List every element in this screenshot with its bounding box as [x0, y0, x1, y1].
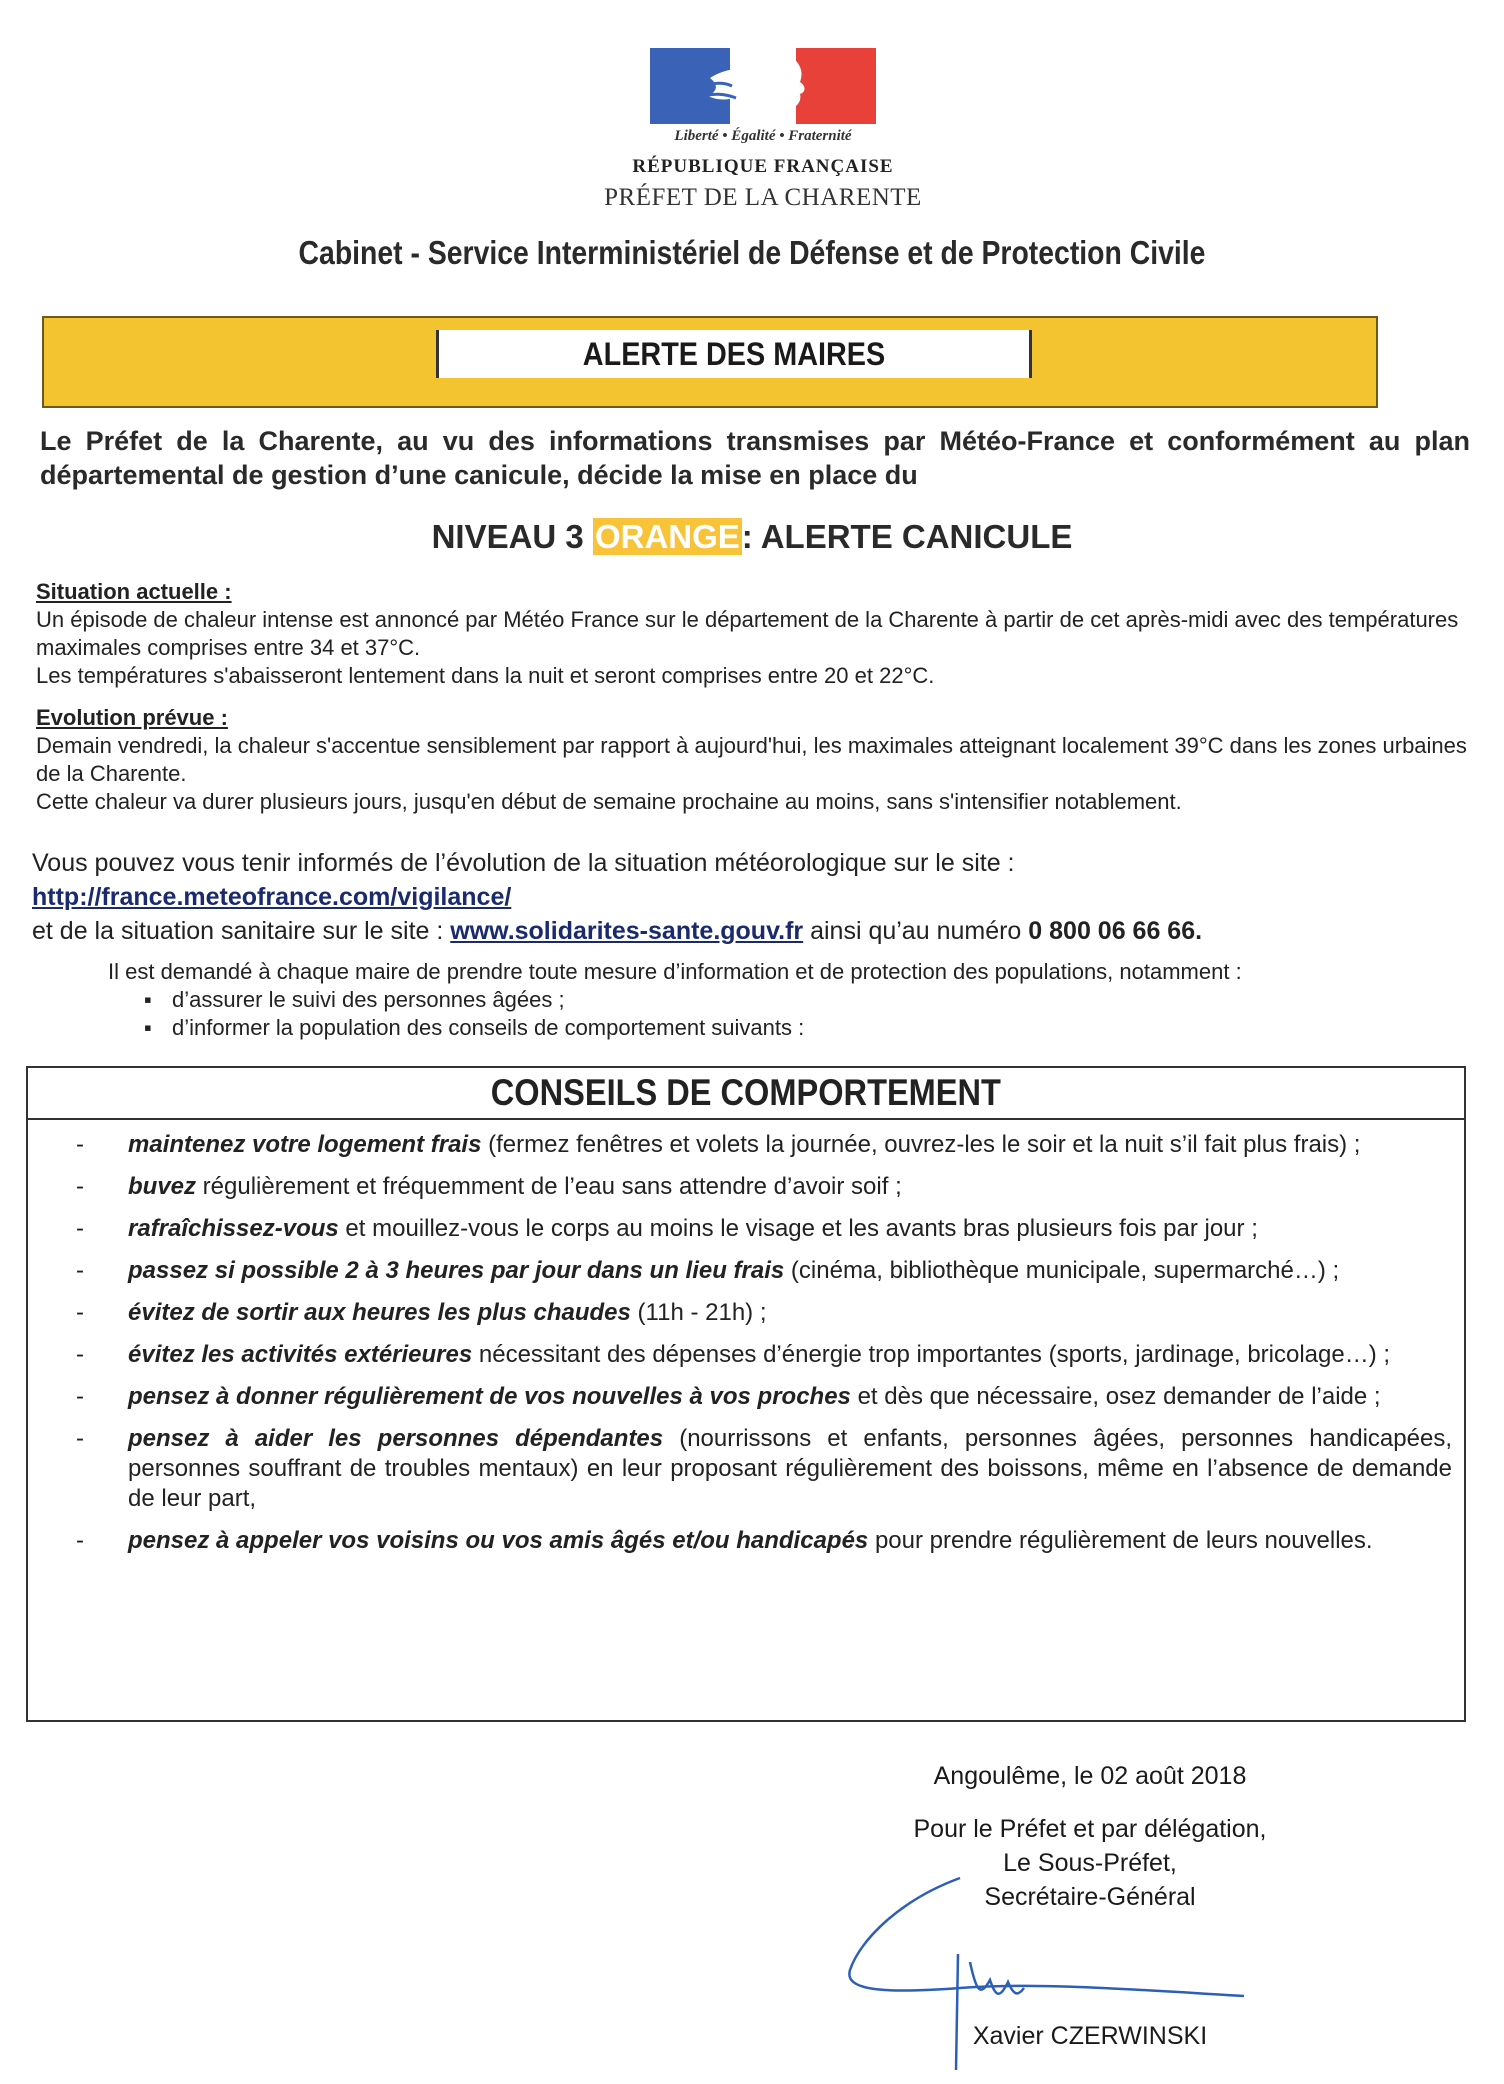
signer-name: Xavier CZERWINSKI	[972, 2022, 1208, 2050]
current-situation	[36, 578, 1476, 690]
list-item: - évitez de sortir aux heures les plus chaudes (11h - 21h) ;	[76, 1299, 767, 1326]
solidarites-sante-link[interactable]: www.solidarites-sante.gouv.fr	[450, 917, 804, 945]
list-item: - pensez à donner régulièrement de vos nouvelles à vos proches et dès que nécessaire, osez demander de l’aide ;	[76, 1383, 1381, 1410]
service-title: Cabinet - Service Interministériel de Défense et de Protection Civile	[298, 234, 1206, 271]
delegation-block: Pour le Préfet et par délégation, Le Sous-Préfet, Secrétaire-Général	[913, 1815, 1267, 1911]
alert-level-color: ORANGE	[594, 518, 740, 555]
phone-number: 0 800 06 66 66.	[1028, 917, 1203, 945]
intro-paragraph: Le Préfet de la Charente, au vu des informations transmises par Météo-France et conformément au plan départemental de gestion d’une canicule, décide la mise en place du	[40, 426, 1470, 490]
evolution-line: Cette chaleur va durer plusieurs jours, jusqu'en début de semaine prochaine au moins, sans s'intensifier notablement.	[36, 789, 1182, 814]
evolution-line: Demain vendredi, la chaleur s'accentue sensiblement par rapport à aujourd'hui, les maximales atteignant localement 39°C dans les zones urbaines de la Charente.	[36, 733, 1467, 786]
place-date: Angoulême, le 02 août 2018	[933, 1762, 1247, 1790]
situation-line: Un épisode de chaleur intense est annoncé par Météo France sur le département de la Charente à partir de cet après-midi avec des températures maximales comprises entre 34 et 37°C.	[36, 607, 1459, 660]
mayor-instructions: Il est demandé à chaque maire de prendre toute mesure d’information et de protection des populations, notamment : ▪ d’assurer le suivi des personnes âgées ; ▪ d’informer la population des conseils de comportement suivants :	[108, 958, 1408, 1042]
situation-title: Situation actuelle :	[36, 579, 232, 604]
republic-name: RÉPUBLIQUE FRANÇAISE	[632, 156, 894, 177]
evolution-title: Evolution prévue :	[36, 705, 228, 730]
prefecture-name: PRÉFET DE LA CHARENTE	[604, 184, 922, 211]
situation-line: Les températures s'abaisseront lentement dans la nuit et seront comprises entre 20 et 22°C.	[36, 663, 935, 688]
list-item: ▪ d’assurer le suivi des personnes âgées ;	[172, 986, 1408, 1014]
list-item: - passez si possible 2 à 3 heures par jour dans un lieu frais (cinéma, bibliothèque municipale, supermarché…) ;	[76, 1257, 1340, 1284]
marianne-logo	[650, 48, 876, 124]
alert-level: NIVEAU 3 ORANGE: ALERTE CANICULE	[431, 518, 1073, 555]
meteofrance-link[interactable]: http://france.meteofrance.com/vigilance/	[32, 883, 512, 911]
list-item: - rafraîchissez-vous et mouillez-vous le corps au moins le visage et les avants bras plusieurs fois par jour ;	[76, 1215, 1258, 1242]
advice-title: CONSEILS DE COMPORTEMENT	[490, 1072, 1002, 1113]
list-item: - pensez à appeler vos voisins ou vos amis âgés et/ou handicapés pour prendre régulièrement de leurs nouvelles.	[76, 1527, 1373, 1554]
advice-list	[76, 1130, 1452, 1568]
list-item: - buvez régulièrement et fréquemment de l’eau sans attendre d’avoir soif ;	[76, 1173, 902, 1200]
forecast-evolution	[36, 704, 1476, 816]
alert-banner-title: ALERTE DES MAIRES	[436, 330, 1032, 378]
advice-title-divider	[28, 1118, 1464, 1120]
list-item: - évitez les activités extérieures nécessitant des dépenses d’énergie trop importantes (sports, jardinage, bricolage…) ;	[76, 1341, 1391, 1368]
list-item: - pensez à aider les personnes dépendantes (nourrissons et enfants, personnes âgées, personnes handicapées, personnes souffrant de troubles mentaux) en leur proposant régulièrement des boissons, même en l’absence de demande de leur part,	[76, 1425, 1452, 1512]
info-paragraph: Vous pouvez vous tenir informés de l’évolution de la situation météorologique sur le site : http://france.meteofrance.com/vigilance/ et de la situation sanitaire sur le site : www.solidarites-sante.gouv.fr ainsi qu’au numéro 0 800 06 66 66.	[32, 849, 1203, 945]
republic-motto: Liberté • Égalité • Fraternité	[674, 128, 852, 144]
list-item: - maintenez votre logement frais (fermez fenêtres et volets la journée, ouvrez-les le soir et la nuit s’il fait plus frais) ;	[76, 1131, 1361, 1158]
list-item: ▪ d’informer la population des conseils de comportement suivants :	[172, 1014, 1408, 1042]
